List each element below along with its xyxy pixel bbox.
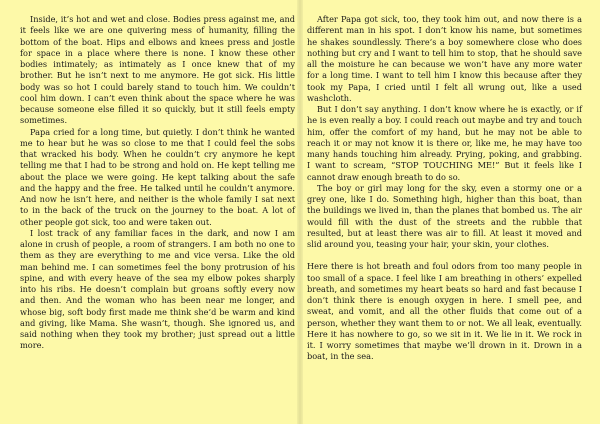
- paragraph: Here there is hot breath and foul odors from too many people in too small of a space. I feel like I am breathing in others’ expelled breath, and sometimes my heart beats so hard and fast because I don’t think there is enough oxygen in here. I smell pee, and sweat, and vomit, and all the other fluids that come out of a person, whether they want them to or not. We all leak, eventually. Here it has nowhere to go, so we sit in it. We lie in it. We rock in it. I worry sometimes that maybe we’ll drown in it. Drown in a boat, in the sea.: [307, 261, 582, 362]
- left-page: [20, 14, 295, 352]
- paragraph: I lost track of any familiar faces in the dark, and now I am alone in crush of people, a room of strangers. I am both no one to them as they are everything to me and vice versa. Like the old man behind me. I can sometimes feel the bony protrusion of his spine, and with every heave of the sea my elbow pokes sharply into his ribs. He doesn’t complain but groans softly every now and then. And the woman who has been near me longer, and whose big, soft body first made me think she’d be warm and kind and giving, like Mama. She wasn’t, though. She ignored us, and said nothing when they took my brother; just spread out a little more.: [20, 227, 295, 351]
- paragraph: But I don’t say anything. I don’t know where he is exactly, or if he is even really a boy. I could reach out maybe and try and touch him, offer the comfort of my hand, but he may not be able to reach it or may not know it is there or, like me, he may have too many hands touching him already. Prying, poking, and grabbing. I want to scream, “STOP TOUCHING ME!” But it feels like I cannot draw enough breath to do so.: [307, 104, 582, 182]
- paragraph: Inside, it’s hot and wet and close. Bodies press against me, and it feels like we are one quivering mess of humanity, filling the bottom of the boat. Hips and elbows and knees press and jostle for space in a place where there is none. I know these other bodies intimately; as intimately as I once knew that of my brother. But he isn’t next to me anymore. He got sick. His little body was so hot I could barely stand to touch him. We couldn’t cool him down. I can’t even think about the space where he was because someone else filled it so quickly, but it still feels empty sometimes.: [20, 14, 295, 126]
- right-page: [307, 14, 582, 363]
- paragraph: After Papa got sick, too, they took him out, and now there is a different man in his spot. I don’t know his name, but sometimes he shakes soundlessly. There’s a boy somewhere close who does nothing but cry and I want to tell him to stop, that he should save all the moisture he can because we won’t have any more water for a long time. I want to tell him I know this because after they took my Papa, I cried until I felt all wrung out, like a used washcloth.: [307, 14, 582, 103]
- paragraph: Papa cried for a long time, but quietly. I don’t think he wanted me to hear but he was so close to me that I could feel the sobs that wracked his body. When he couldn’t cry anymore he kept telling me that I had to be strong and hold on. He kept telling me about the place we were going. He kept talking about the safe and the happy and the free. He talked until he couldn’t anymore. And now he isn’t here, and neither is the whole family I sat next to in the back of the truck on the journey to the boat. A lot of other people got sick, too and were taken out.: [20, 126, 295, 227]
- book-gutter: [297, 0, 303, 424]
- paragraph: The boy or girl may long for the sky, even a stormy one or a grey one, like I do. Something high, higher than this boat, than the buildings we lived in, than the planes that bombed us. The air would fill with the dust of the streets and the rubble that resulted, but at least there was air to fill. At least it moved and slid around you, teasing your hair, your skin, your clothes.: [307, 182, 582, 249]
